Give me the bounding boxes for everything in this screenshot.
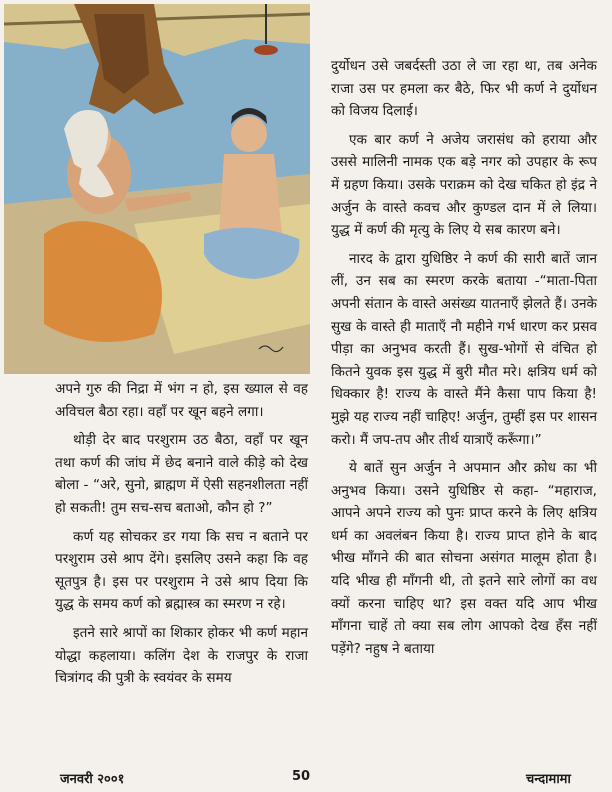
student-head bbox=[231, 116, 267, 152]
right-text-column bbox=[331, 55, 597, 666]
magazine-name: चन्दामामा bbox=[526, 772, 571, 787]
page-number: 50 bbox=[292, 769, 311, 784]
sage-and-student-illustration bbox=[4, 4, 310, 374]
left-text-column bbox=[55, 378, 308, 696]
paragraph: ये बातें सुन अर्जुन ने अपमान और क्रोध का भी अनुभव किया। उसने युधिष्ठिर से कहा- “महाराज, आपने अपने राज्य को पुनः प्राप्त करने के लिए क्षत्रिय धर्म का अवलंबन किया है। राज्य प्राप्त होने के बाद भीख माँगने की बात सोचना असंगत मालूम होता है। यदि भीख ही माँगनी थी, तो इतने सारे लोगों का वध क्यों करना चाहिए था? इस वक्त यदि आप भीख माँगना चाहें तो क्या सब लोग आपको देख हँस नहीं पड़ेंगे? नहुष ने बताया bbox=[331, 460, 597, 657]
student-torso bbox=[219, 154, 282, 234]
paragraph: थोड़ी देर बाद परशुराम उठ बैठा, वहाँ पर खून तथा कर्ण की जांघ में छेद बनाने वाले कीड़े को देख बोला - “अरे, सुनो, ब्राह्मण में ऐसी सहनशीलता नहीं हो सकती! तुम सच-सच बताओ, कौन हो ?” bbox=[55, 432, 308, 516]
lamp bbox=[254, 45, 278, 55]
paragraph: कर्ण यह सोचकर डर गया कि सच न बताने पर परशुराम उसे श्राप देंगे। इसलिए उसने कहा कि वह सूतपुत्र है। इस पर परशुराम ने उसे श्राप दिया कि युद्ध के समय कर्ण को ब्रह्मास्त्र का स्मरण न रहे। bbox=[55, 528, 308, 613]
paragraph: नारद के द्वारा युधिष्ठिर ने कर्ण की सारी बातें जान लीं, उन सब का स्मरण करके बताया -“माता-पिता अपनी संतान के वास्ते असंख्य यातनाएँ झेलते हैं। उनके सुख के वास्ते ही माताएँ नौ महीने गर्भ धारण कर प्रसव पीड़ा का अनुभव करती हैं। सुख-भोगों से वंचित हो कितने युवक इस युद्ध में बुरी मौत मरे। क्षत्रिय धर्म को धिक्कार है! राज्य के वास्ते मैंने कैसा पाप किया है! मुझे यह राज्य नहीं चाहिए! अर्जुन, तुम्हीं इस पर शासन करो। मैं जप-तप और तीर्थ यात्राएँ करूँगा।” bbox=[331, 250, 597, 448]
paragraph: इतने सारे श्रापों का शिकार होकर भी कर्ण महान योद्धा कहलाया। कलिंग देश के राजपुर के राजा चित्रांगद की पुत्री के स्वयंवर के समय bbox=[55, 624, 308, 687]
paragraph: दुर्योधन उसे जबर्दस्ती उठा ले जा रहा था, तब अनेक राजा उस पर हमला कर बैठे, फिर भी कर्ण ने दुर्योधन को विजय दिलाई। bbox=[331, 58, 597, 120]
paragraph: एक बार कर्ण ने अजेय जरासंध को हराया और उससे मालिनी नामक एक बड़े नगर को उपहार के रूप में ग्रहण किया। उसके पराक्रम को देख चकित हो इंद्र ने अर्जुन के वास्ते कवच और कुण्डल दान में ले लिया। युद्ध में कर्ण की मृत्यु के लिए ये सब कारण बने। bbox=[331, 131, 597, 239]
paragraph: अपने गुरु की निद्रा में भंग न हो, इस ख्याल से वह अविचल बैठा रहा। वहाँ पर खून बहने लगा। bbox=[55, 381, 308, 420]
illustration bbox=[4, 4, 310, 374]
footer-date: जनवरी २००१ bbox=[60, 772, 125, 787]
